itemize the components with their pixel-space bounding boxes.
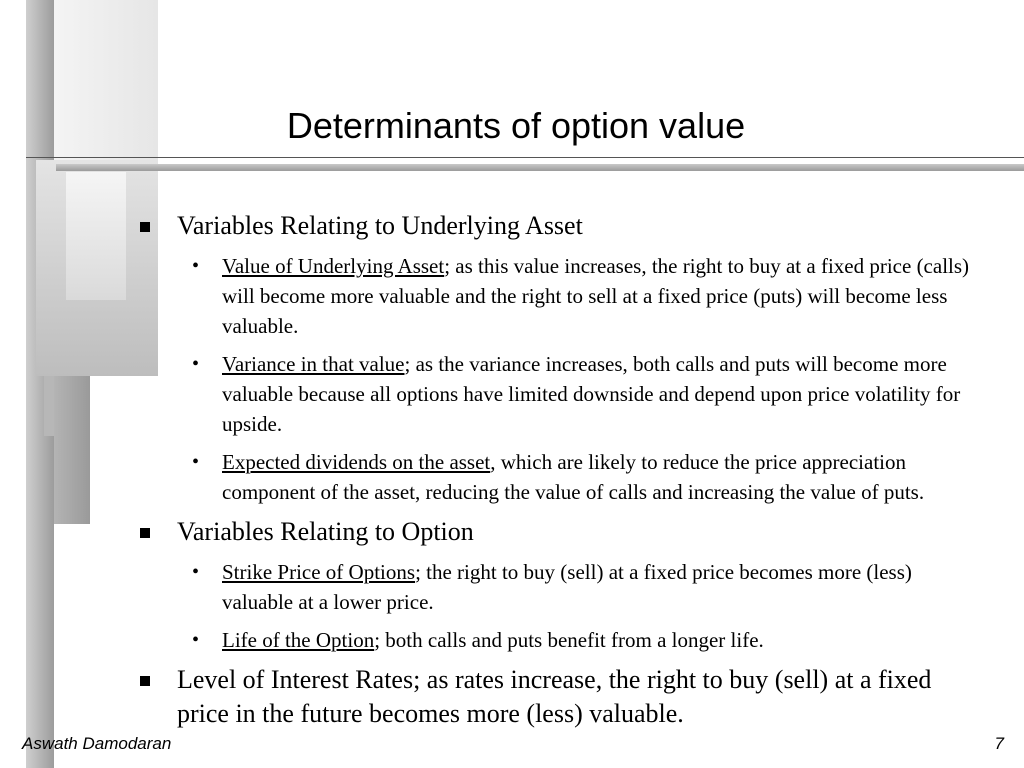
- section-heading: Variables Relating to Underlying Asset: [177, 211, 583, 240]
- term-description: ; the right to buy (sell) at a fixed price becomes more (less) valuable at a lower price.: [222, 560, 912, 614]
- sub-bullet-dividends: [140, 447, 970, 507]
- dot-bullet-icon: •: [192, 561, 200, 583]
- sub-bullet-strike-price: [140, 557, 970, 617]
- dot-bullet-icon: •: [192, 451, 200, 473]
- slide-title: Determinants of option value: [286, 105, 746, 146]
- page-number: 7: [994, 734, 1004, 753]
- decor-bar-inner: [66, 172, 126, 300]
- term-description: ; as the variance increases, both calls and puts will become more valuable because all options have limited downside and depend upon price volatility for upside.: [222, 352, 961, 436]
- section-heading: Variables Relating to Option: [177, 517, 474, 546]
- term: Life of the Option: [222, 628, 375, 652]
- dot-bullet-icon: •: [192, 353, 200, 375]
- term: Strike Price of Options: [222, 560, 416, 584]
- bullet-option-variables: [140, 515, 970, 549]
- sub-bullet-variance: [140, 349, 970, 439]
- title-divider-thick: [56, 164, 1024, 171]
- decor-bar-lower: [54, 376, 90, 524]
- term-description: ; both calls and puts benefit from a longer life.: [374, 628, 764, 652]
- bullet-underlying-asset: [140, 209, 970, 243]
- dot-bullet-icon: •: [192, 629, 200, 651]
- sub-bullet-life-of-option: [140, 625, 970, 655]
- footer-author: Aswath Damodaran: [22, 734, 172, 753]
- square-bullet-icon: [140, 222, 150, 232]
- dot-bullet-icon: •: [192, 255, 200, 277]
- square-bullet-icon: [140, 676, 150, 686]
- slide-body: [140, 209, 970, 739]
- term: Value of Underlying Asset: [222, 254, 445, 278]
- bullet-interest-rates: [140, 663, 970, 731]
- term: Expected dividends on the asset: [222, 450, 491, 474]
- term-description: ; as this value increases, the right to buy at a fixed price (calls) will become more valuable and the right to sell at a fixed price (puts) will become less valuable.: [222, 254, 970, 338]
- term-description: , which are likely to reduce the price appreciation component of the asset, reducing the value of calls and increasing the value of puts.: [222, 450, 925, 504]
- square-bullet-icon: [140, 528, 150, 538]
- term: Variance in that value: [222, 352, 405, 376]
- sub-bullet-value-of-asset: [140, 251, 970, 341]
- title-divider-thin: [26, 157, 1024, 158]
- section-heading: Level of Interest Rates; as rates increase, the right to buy (sell) at a fixed price in the future becomes more (less) valuable.: [177, 665, 932, 728]
